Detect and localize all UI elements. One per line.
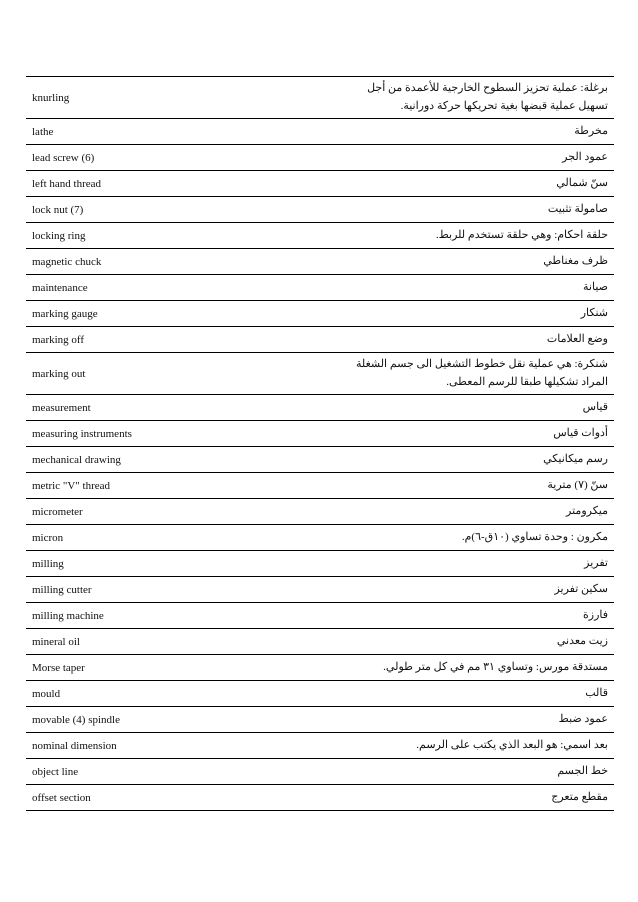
arabic-definition: وضع العلامات bbox=[338, 327, 614, 353]
glossary-body bbox=[26, 77, 614, 811]
arabic-definition: ميكرومتر bbox=[338, 499, 614, 525]
glossary-row bbox=[26, 473, 614, 499]
glossary-row bbox=[26, 577, 614, 603]
arabic-definition: برغلة: عملية تحزيز السطوح الخارجية للأعمدة من أجل تسهيل عملية قبضها بغية تحريكها حركة دورانية. bbox=[338, 77, 614, 119]
english-term: lock nut (7) bbox=[26, 197, 338, 223]
glossary-row bbox=[26, 119, 614, 145]
arabic-definition: مخرطة bbox=[338, 119, 614, 145]
english-term: micrometer bbox=[26, 499, 338, 525]
english-term: nominal dimension bbox=[26, 733, 338, 759]
glossary-row bbox=[26, 77, 614, 119]
glossary-row bbox=[26, 353, 614, 395]
english-term: mechanical drawing bbox=[26, 447, 338, 473]
arabic-definition: سنّ (٧) مترية bbox=[338, 473, 614, 499]
arabic-definition: شنكار bbox=[338, 301, 614, 327]
english-term: metric "V" thread bbox=[26, 473, 338, 499]
arabic-definition: فارزة bbox=[338, 603, 614, 629]
arabic-definition: حلقة احكام: وهي حلقة تستخدم للربط. bbox=[338, 223, 614, 249]
english-term: mineral oil bbox=[26, 629, 338, 655]
glossary-row bbox=[26, 171, 614, 197]
arabic-definition: رسم ميكانيكي bbox=[338, 447, 614, 473]
english-term: marking gauge bbox=[26, 301, 338, 327]
glossary-row bbox=[26, 655, 614, 681]
arabic-definition: أدوات قياس bbox=[338, 421, 614, 447]
glossary-row bbox=[26, 551, 614, 577]
english-term: lead screw (6) bbox=[26, 145, 338, 171]
glossary-row bbox=[26, 223, 614, 249]
arabic-definition: مستدقة مورس: وتساوي ٣١ مم في كل متر طولي. bbox=[338, 655, 614, 681]
english-term: milling cutter bbox=[26, 577, 338, 603]
english-term: left hand thread bbox=[26, 171, 338, 197]
english-term: mould bbox=[26, 681, 338, 707]
english-term: marking out bbox=[26, 353, 338, 395]
arabic-definition: سنّ شمالي bbox=[338, 171, 614, 197]
glossary-row bbox=[26, 301, 614, 327]
english-term: marking off bbox=[26, 327, 338, 353]
glossary-row bbox=[26, 145, 614, 171]
arabic-definition: مكرون : وحدة تساوي (١٠ق-٦)م. bbox=[338, 525, 614, 551]
glossary-row bbox=[26, 603, 614, 629]
english-term: milling bbox=[26, 551, 338, 577]
arabic-definition: قياس bbox=[338, 395, 614, 421]
english-term: maintenance bbox=[26, 275, 338, 301]
glossary-row bbox=[26, 327, 614, 353]
arabic-definition: صيانة bbox=[338, 275, 614, 301]
english-term: knurling bbox=[26, 77, 338, 119]
english-term: lathe bbox=[26, 119, 338, 145]
arabic-definition: قالب bbox=[338, 681, 614, 707]
english-term: micron bbox=[26, 525, 338, 551]
english-term: measuring instruments bbox=[26, 421, 338, 447]
glossary-row bbox=[26, 629, 614, 655]
arabic-definition: عمود الجر bbox=[338, 145, 614, 171]
arabic-definition: ظرف مغناطي bbox=[338, 249, 614, 275]
arabic-definition: زيت معدني bbox=[338, 629, 614, 655]
glossary-row bbox=[26, 785, 614, 811]
arabic-definition: سكين تفريز bbox=[338, 577, 614, 603]
arabic-definition: خط الجسم bbox=[338, 759, 614, 785]
glossary-row bbox=[26, 759, 614, 785]
glossary-table bbox=[26, 76, 614, 811]
arabic-definition: صامولة تثبيت bbox=[338, 197, 614, 223]
english-term: object line bbox=[26, 759, 338, 785]
arabic-definition: مقطع متعرج bbox=[338, 785, 614, 811]
glossary-row bbox=[26, 525, 614, 551]
arabic-definition: عمود ضبط bbox=[338, 707, 614, 733]
english-term: offset section bbox=[26, 785, 338, 811]
english-term: measurement bbox=[26, 395, 338, 421]
glossary-row bbox=[26, 707, 614, 733]
english-term: Morse taper bbox=[26, 655, 338, 681]
english-term: magnetic chuck bbox=[26, 249, 338, 275]
glossary-row bbox=[26, 275, 614, 301]
arabic-definition: بعد اسمي: هو البعد الذي يكتب على الرسم. bbox=[338, 733, 614, 759]
english-term: milling machine bbox=[26, 603, 338, 629]
glossary-row bbox=[26, 681, 614, 707]
arabic-definition: شنكرة: هي عملية نقل خطوط التشغيل الى جسم الشغلة المراد تشكيلها طبقا للرسم المعطى. bbox=[338, 353, 614, 395]
glossary-row bbox=[26, 499, 614, 525]
glossary-row bbox=[26, 447, 614, 473]
glossary-row bbox=[26, 197, 614, 223]
glossary-row bbox=[26, 421, 614, 447]
glossary-row bbox=[26, 249, 614, 275]
english-term: movable (4) spindle bbox=[26, 707, 338, 733]
english-term: locking ring bbox=[26, 223, 338, 249]
glossary-row bbox=[26, 733, 614, 759]
arabic-definition: تفريز bbox=[338, 551, 614, 577]
glossary-row bbox=[26, 395, 614, 421]
